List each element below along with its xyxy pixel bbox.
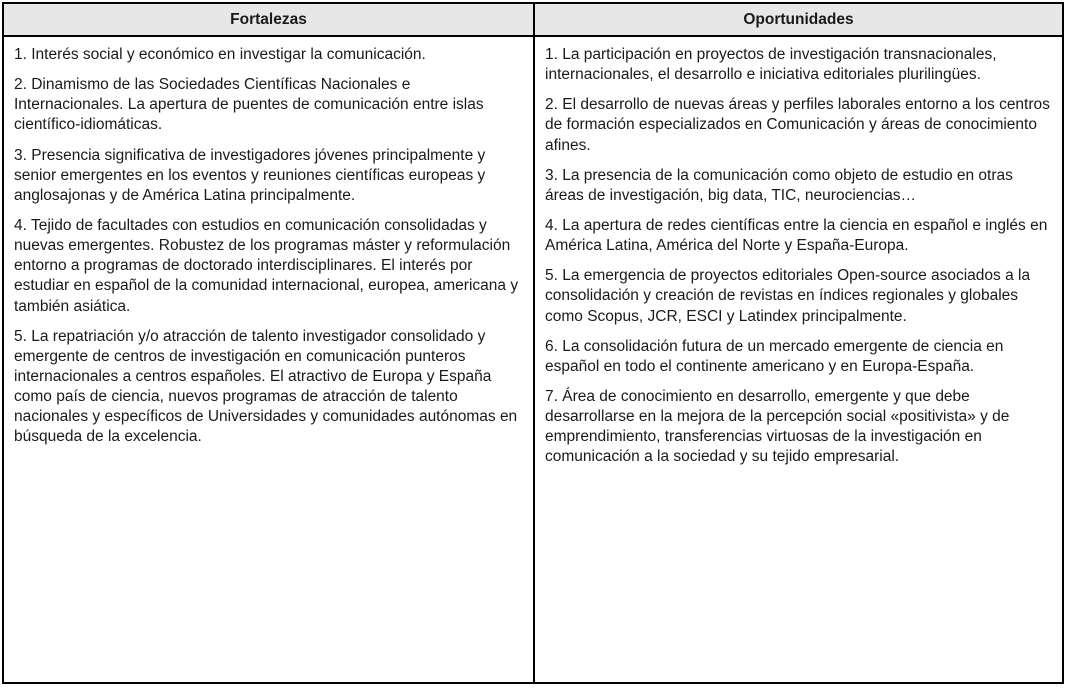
swot-table [2,2,1064,684]
column-body-oportunidades [535,37,1062,682]
column-header-fortalezas: Fortalezas [4,4,533,37]
list-item: 3. La presencia de la comunicación como objeto de estudio en otras áreas de investigación, big data, TIC, neurociencias… [545,166,1013,204]
column-header-oportunidades: Oportunidades [535,4,1062,37]
list-item: 3. Presencia significativa de investigadores jóvenes principalmente y senior emergentes en los eventos y reuniones científicas europeas y anglosajonas y de América Latina principalmente. [14,146,486,204]
list-item: 5. La emergencia de proyectos editoriales Open-source asociados a la consolidación y creación de revistas en índices regionales y globales como Scopus, JCR, ESCI y Latindex principalmente. [545,267,1031,325]
list-item: 4. Tejido de facultades con estudios en comunicación consolidadas y nuevas emergentes. Robustez de los programas máster y reformulación entorno a programas de doctorado interdisciplinares. El interés por estudiar en español de la comunidad internacional, europea, americana y también asiática. [14,216,519,315]
list-item: 1. La participación en proyectos de investigación transnacionales, internacionales, el desarrollo e iniciativa editoriales plurilingües. [545,46,997,84]
list-item: 7. Área de conocimiento en desarrollo, emergente y que debe desarrollarse en la mejora de la percepción social «positivista» y de emprendimiento, transferencias virtuosas de la investigación en comunicación a la sociedad y su tejido empresarial. [545,387,1010,466]
column-body-fortalezas [4,37,533,682]
list-item: 5. La repatriación y/o atracción de talento investigador consolidado y emergente de centros de investigación en comunicación punteros internacionales a centros españoles. El atractivo de Europa y España como país de ciencia, nuevos programas de atracción de talento nacionales y específicos de Universidades y comunidades autónomas en búsqueda de la excelencia. [14,327,518,446]
list-item: 2. Dinamismo de las Sociedades Científicas Nacionales e Internacionales. La apertura de puentes de comunicación entre islas científico-idiomáticas. [14,76,484,134]
list-item: 2. El desarrollo de nuevas áreas y perfiles laborales entorno a los centros de formación especializados en Comunicación y áreas de conocimiento afines. [545,96,1050,154]
list-item: 4. La apertura de redes científicas entre la ciencia en español e inglés en América Latina, América del Norte y España-Europa. [545,216,1048,255]
list-item: 1. Interés social y económico en investigar la comunicación. [14,46,426,63]
column-oportunidades [533,4,1062,682]
page [0,2,1066,688]
column-fortalezas [4,4,533,682]
list-item: 6. La consolidación futura de un mercado emergente de ciencia en español en todo el continente americano y en Europa-España. [545,337,1004,375]
